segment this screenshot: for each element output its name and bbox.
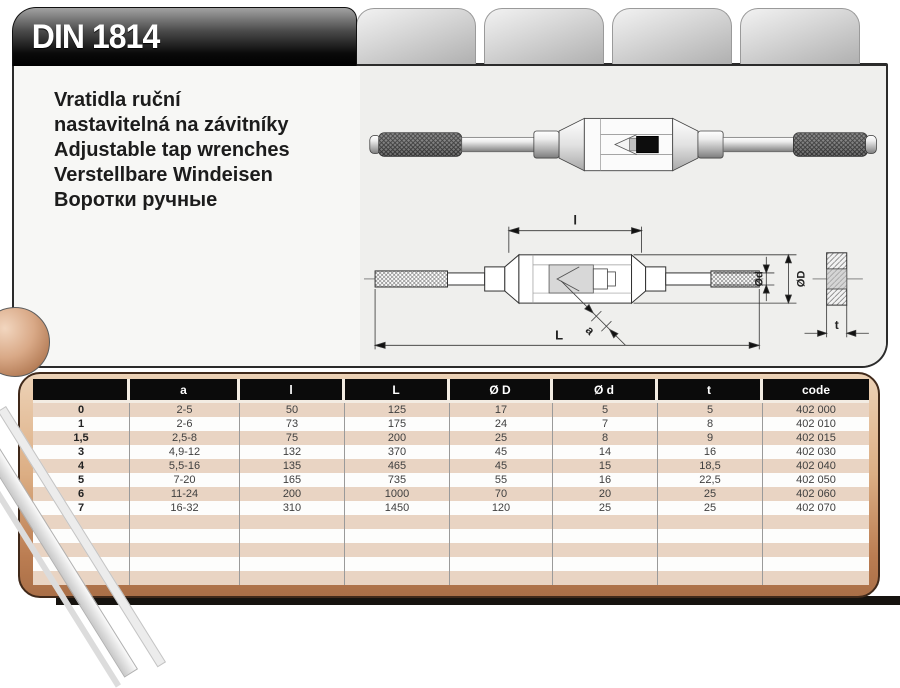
value-cell: 370	[345, 445, 450, 459]
value-cell: 402 010	[763, 417, 869, 431]
value-cell: 310	[240, 501, 345, 515]
column-header: Ø D	[450, 379, 553, 403]
value-cell	[553, 515, 658, 529]
value-cell: 25	[658, 501, 763, 515]
title-ru: Воротки ручные	[54, 189, 218, 211]
value-cell	[240, 543, 345, 557]
wrench-photo-drawing	[368, 93, 880, 197]
product-titles	[54, 88, 290, 213]
value-cell: 200	[345, 431, 450, 445]
value-cell: 402 015	[763, 431, 869, 445]
value-cell: 402 060	[763, 487, 869, 501]
value-cell: 402 030	[763, 445, 869, 459]
value-cell: 25	[553, 501, 658, 515]
value-cell	[658, 571, 763, 585]
wrench-dimension-drawing	[362, 206, 890, 366]
value-cell	[130, 529, 240, 543]
spec-table	[33, 379, 869, 585]
value-cell: 135	[240, 459, 345, 473]
value-cell	[130, 571, 240, 585]
value-cell: 120	[450, 501, 553, 515]
value-cell	[130, 543, 240, 557]
tab-blank-1[interactable]	[356, 8, 476, 64]
value-cell	[345, 515, 450, 529]
value-cell: 25	[450, 431, 553, 445]
value-cell: 7-20	[130, 473, 240, 487]
value-cell: 20	[553, 487, 658, 501]
column-header: code	[763, 379, 869, 403]
value-cell: 1450	[345, 501, 450, 515]
value-cell: 125	[345, 403, 450, 417]
title-en: Adjustable tap wrenches	[54, 139, 290, 161]
value-cell	[658, 515, 763, 529]
column-header: a	[130, 379, 240, 403]
size-cell: 4	[33, 459, 130, 473]
wrench-body	[559, 118, 698, 170]
value-cell	[240, 571, 345, 585]
size-cell: 7	[33, 501, 130, 515]
tab-blank-3[interactable]	[612, 8, 732, 64]
column-header	[33, 379, 130, 403]
value-cell: 70	[450, 487, 553, 501]
value-cell: 5	[658, 403, 763, 417]
value-cell: 25	[658, 487, 763, 501]
value-cell: 24	[450, 417, 553, 431]
dim-label-D: ØD	[795, 270, 808, 288]
value-cell: 14	[553, 445, 658, 459]
value-cell: 402 070	[763, 501, 869, 515]
tab-blank-2[interactable]	[484, 8, 604, 64]
size-cell: 6	[33, 487, 130, 501]
value-cell: 16	[658, 445, 763, 459]
value-cell	[450, 571, 553, 585]
value-cell: 5,5-16	[130, 459, 240, 473]
tab-blank-4[interactable]	[740, 8, 860, 64]
size-cell: 0	[33, 403, 130, 417]
value-cell	[130, 557, 240, 571]
value-cell	[240, 557, 345, 571]
value-cell	[658, 543, 763, 557]
value-cell	[345, 571, 450, 585]
value-cell: 17	[450, 403, 553, 417]
value-cell: 50	[240, 403, 345, 417]
value-cell	[763, 529, 869, 543]
size-cell: 1	[33, 417, 130, 431]
title-cs-2: nastavitelná na závitníky	[54, 114, 289, 136]
page-title: DIN 1814	[31, 17, 160, 56]
size-cell: 5	[33, 473, 130, 487]
value-cell: 8	[658, 417, 763, 431]
value-cell: 22,5	[658, 473, 763, 487]
dim-label-a: a	[582, 323, 598, 338]
tab-din-1814[interactable]	[12, 7, 357, 66]
value-cell: 402 040	[763, 459, 869, 473]
value-cell	[553, 529, 658, 543]
value-cell	[763, 543, 869, 557]
value-cell: 4,9-12	[130, 445, 240, 459]
value-cell	[450, 529, 553, 543]
value-cell: 175	[345, 417, 450, 431]
column-header: l	[240, 379, 345, 403]
value-cell	[240, 529, 345, 543]
value-cell	[450, 543, 553, 557]
value-cell: 1000	[345, 487, 450, 501]
value-cell	[450, 515, 553, 529]
value-cell	[658, 529, 763, 543]
value-cell: 735	[345, 473, 450, 487]
value-cell: 15	[553, 459, 658, 473]
value-cell: 200	[240, 487, 345, 501]
value-cell: 5	[553, 403, 658, 417]
value-cell: 402 050	[763, 473, 869, 487]
value-cell	[345, 529, 450, 543]
value-cell: 2-5	[130, 403, 240, 417]
value-cell: 45	[450, 459, 553, 473]
size-cell: 1,5	[33, 431, 130, 445]
value-cell: 18,5	[658, 459, 763, 473]
value-cell: 402 000	[763, 403, 869, 417]
right-handle	[698, 131, 876, 158]
value-cell: 465	[345, 459, 450, 473]
value-cell: 75	[240, 431, 345, 445]
value-cell: 2-6	[130, 417, 240, 431]
value-cell	[553, 543, 658, 557]
dim-label-t: t	[834, 318, 839, 333]
value-cell: 11-24	[130, 487, 240, 501]
value-cell	[763, 571, 869, 585]
value-cell	[240, 515, 345, 529]
value-cell	[345, 543, 450, 557]
value-cell	[345, 557, 450, 571]
value-cell	[763, 557, 869, 571]
value-cell	[658, 557, 763, 571]
value-cell: 2,5-8	[130, 431, 240, 445]
value-cell: 7	[553, 417, 658, 431]
dim-l	[509, 227, 642, 253]
size-cell: 3	[33, 445, 130, 459]
value-cell: 73	[240, 417, 345, 431]
column-header: Ø d	[553, 379, 658, 403]
value-cell: 16-32	[130, 501, 240, 515]
left-handle	[370, 131, 559, 158]
title-cs-1: Vratidla ruční	[54, 89, 181, 111]
content-panel	[12, 63, 888, 368]
cross-section	[827, 253, 847, 305]
column-header: L	[345, 379, 450, 403]
value-cell	[553, 571, 658, 585]
dim-label-d: Ød	[753, 271, 766, 287]
value-cell: 8	[553, 431, 658, 445]
column-header: t	[658, 379, 763, 403]
value-cell: 132	[240, 445, 345, 459]
value-cell	[553, 557, 658, 571]
value-cell	[450, 557, 553, 571]
value-cell: 16	[553, 473, 658, 487]
dim-label-L: L	[555, 327, 564, 343]
spec-table-container	[18, 372, 880, 598]
value-cell: 55	[450, 473, 553, 487]
value-cell: 165	[240, 473, 345, 487]
value-cell	[763, 515, 869, 529]
value-cell	[130, 515, 240, 529]
value-cell: 45	[450, 445, 553, 459]
dim-label-l: l	[573, 212, 578, 228]
title-de: Verstellbare Windeisen	[54, 164, 273, 186]
value-cell: 9	[658, 431, 763, 445]
